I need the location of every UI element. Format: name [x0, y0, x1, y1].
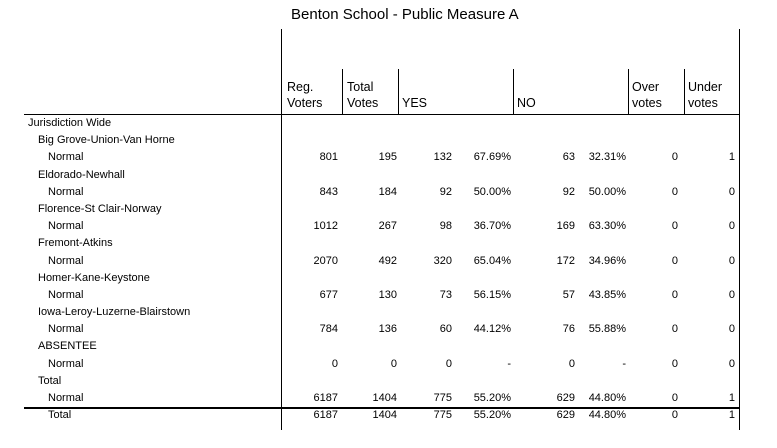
table-header [0, 69, 777, 115]
cell-yes-percent: 44.12% [473, 323, 511, 336]
cell-no-count: 76 [562, 323, 575, 336]
table-body [0, 115, 777, 424]
table-row [0, 356, 777, 373]
cell-no-percent: - [622, 357, 626, 370]
cell-no-count: 57 [562, 288, 575, 301]
column-header-yes: YES [402, 96, 428, 110]
cell-no-count: 629 [556, 409, 575, 422]
table-row [0, 167, 777, 184]
row-label: Normal [48, 288, 84, 301]
table-row [0, 235, 777, 252]
table-row [0, 115, 777, 132]
cell-no-percent: 43.85% [588, 288, 626, 301]
table-row [0, 270, 777, 287]
table-row [0, 390, 777, 407]
cell-total-votes: 1404 [372, 392, 397, 404]
cell-over-votes: 0 [671, 392, 678, 404]
cell-no-percent: 34.96% [588, 254, 626, 267]
cell-over-votes: 0 [671, 185, 678, 198]
cell-total-votes: 136 [378, 323, 397, 336]
cell-reg-voters: 6187 [313, 392, 338, 404]
cell-yes-count: 0 [445, 357, 452, 370]
cell-yes-percent: 55.20% [473, 392, 511, 404]
cell-no-percent: 44.80% [588, 409, 626, 422]
table-row [0, 373, 777, 390]
cell-yes-percent: 50.00% [473, 185, 511, 198]
table-row [0, 321, 777, 338]
cell-total-votes: 0 [390, 357, 397, 370]
cell-under-votes: 0 [728, 323, 735, 336]
cell-yes-count: 132 [433, 151, 452, 164]
row-label: Normal [48, 151, 84, 164]
cell-yes-percent: 36.70% [473, 220, 511, 233]
cell-under-votes: 1 [728, 392, 735, 404]
cell-no-count: 169 [556, 220, 575, 233]
table-row [0, 132, 777, 149]
cell-over-votes: 0 [671, 409, 678, 422]
cell-no-percent: 44.80% [588, 392, 626, 404]
cell-total-votes: 195 [378, 151, 397, 164]
row-label: Normal [48, 323, 84, 336]
cell-reg-voters: 6187 [313, 409, 338, 422]
row-label: ABSENTEE [38, 340, 97, 353]
row-label: Normal [48, 357, 84, 370]
row-label: Fremont-Atkins [38, 237, 113, 250]
cell-yes-percent: 67.69% [473, 151, 511, 164]
cell-reg-voters: 2070 [313, 254, 338, 267]
row-label: Normal [48, 220, 84, 233]
cell-yes-count: 775 [433, 392, 452, 404]
cell-total-votes: 1404 [372, 409, 397, 422]
cell-under-votes: 0 [728, 185, 735, 198]
cell-yes-count: 92 [439, 185, 452, 198]
table-row [0, 201, 777, 218]
cell-total-votes: 267 [378, 220, 397, 233]
table-row [0, 287, 777, 304]
cell-yes-percent: 55.20% [473, 409, 511, 422]
table-row [0, 338, 777, 355]
cell-reg-voters: 843 [319, 185, 338, 198]
table-row [0, 218, 777, 235]
cell-yes-count: 320 [433, 254, 452, 267]
cell-yes-count: 775 [433, 409, 452, 422]
cell-no-count: 629 [556, 392, 575, 404]
cell-under-votes: 0 [728, 357, 735, 370]
column-header-reg-voters: Reg. Voters [287, 80, 323, 110]
cell-yes-count: 60 [439, 323, 452, 336]
cell-over-votes: 0 [671, 357, 678, 370]
cell-over-votes: 0 [671, 323, 678, 336]
cell-no-percent: 55.88% [588, 323, 626, 336]
table-row [0, 253, 777, 270]
row-label: Total [48, 409, 72, 422]
report-title: Benton School - Public Measure A [291, 6, 519, 23]
cell-reg-voters: 0 [331, 357, 338, 370]
cell-over-votes: 0 [671, 151, 678, 164]
cell-reg-voters: 801 [319, 151, 338, 164]
cell-under-votes: 1 [728, 151, 735, 164]
row-label: Total [38, 374, 62, 387]
row-label: Normal [48, 185, 84, 198]
cell-yes-percent: 65.04% [473, 254, 511, 267]
row-label: Normal [48, 254, 84, 267]
cell-no-count: 172 [556, 254, 575, 267]
cell-over-votes: 0 [671, 220, 678, 233]
table-row [0, 184, 777, 201]
cell-under-votes: 0 [728, 254, 735, 267]
column-header-over-votes: Over votes [632, 80, 662, 110]
row-label: Jurisdiction Wide [28, 117, 112, 129]
cell-yes-percent: - [507, 357, 511, 370]
cell-no-count: 63 [562, 151, 575, 164]
cell-no-count: 0 [568, 357, 575, 370]
cell-total-votes: 184 [378, 185, 397, 198]
cell-reg-voters: 1012 [313, 220, 338, 233]
row-label: Normal [48, 392, 84, 404]
cell-reg-voters: 677 [319, 288, 338, 301]
row-label: Florence-St Clair-Norway [38, 202, 162, 215]
table-row [0, 304, 777, 321]
cell-over-votes: 0 [671, 288, 678, 301]
row-label: Big Grove-Union-Van Horne [38, 134, 175, 147]
cell-yes-count: 98 [439, 220, 452, 233]
cell-total-votes: 130 [378, 288, 397, 301]
cell-no-count: 92 [562, 185, 575, 198]
column-header-no: NO [517, 96, 536, 110]
row-label: Iowa-Leroy-Luzerne-Blairstown [38, 306, 191, 319]
cell-over-votes: 0 [671, 254, 678, 267]
column-header-under-votes: Under votes [688, 80, 723, 110]
cell-no-percent: 32.31% [588, 151, 626, 164]
grand-total-row [0, 407, 777, 424]
cell-under-votes: 0 [728, 220, 735, 233]
cell-reg-voters: 784 [319, 323, 338, 336]
cell-under-votes: 1 [728, 409, 735, 422]
cell-no-percent: 63.30% [588, 220, 626, 233]
cell-no-percent: 50.00% [588, 185, 626, 198]
table-row [0, 149, 777, 166]
cell-yes-percent: 56.15% [473, 288, 511, 301]
row-label: Homer-Kane-Keystone [38, 271, 150, 284]
row-label: Eldorado-Newhall [38, 168, 125, 181]
cell-yes-count: 73 [439, 288, 452, 301]
cell-total-votes: 492 [378, 254, 397, 267]
column-header-total-votes: Total Votes [347, 80, 379, 110]
cell-under-votes: 0 [728, 288, 735, 301]
